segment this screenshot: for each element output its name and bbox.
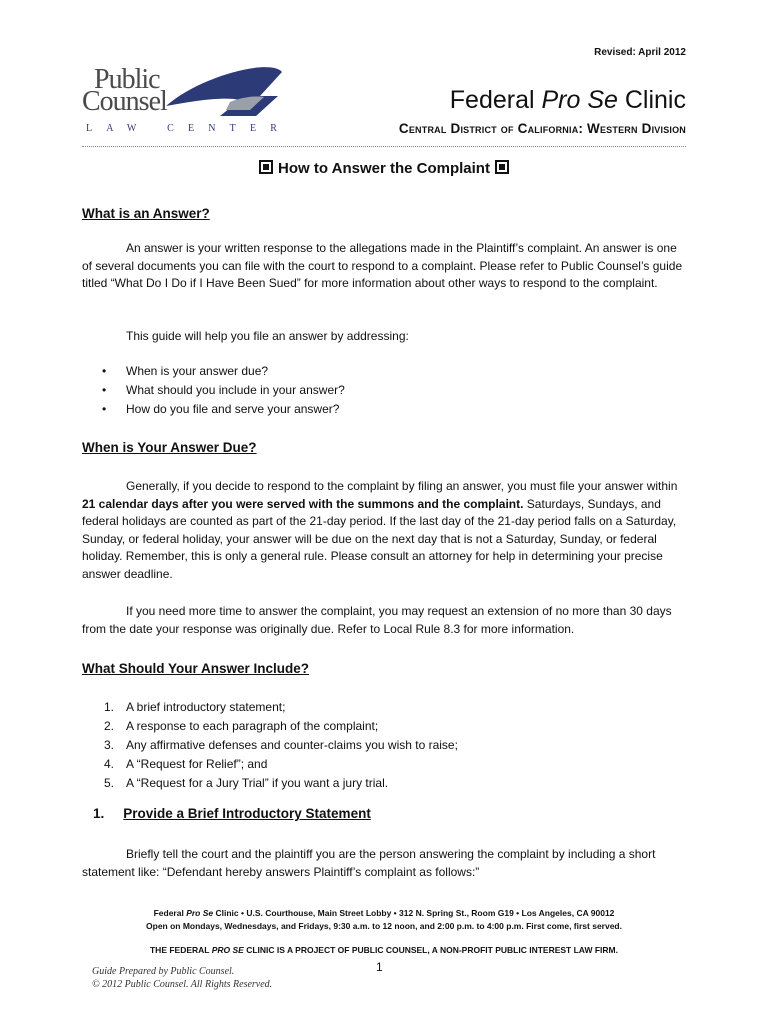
- division-subtitle: Central District of California: Western Division: [398, 121, 686, 136]
- document-title: How to Answer the Complaint: [0, 160, 768, 177]
- list-item: • How do you file and serve your answer?: [82, 400, 688, 419]
- logo-swoosh-icon: [160, 66, 290, 126]
- footer-hours: Open on Mondays, Wednesdays, and Fridays, 9:30 a.m. to 12 noon, and 2:00 p.m. to 4:00 p.m. First come, first served.: [146, 921, 622, 931]
- footer-clinic-address: Federal Pro Se Clinic • U.S. Courthouse, Main Street Lobby • 312 N. Spring St., Room G19 • Los Angeles, CA 90012: [153, 908, 615, 918]
- subsection-heading-intro-statement: 1. Provide a Brief Introductory Statement: [93, 806, 371, 821]
- clinic-title: Federal Pro Se Clinic: [449, 86, 686, 114]
- list-item: • What should you include in your answer?: [82, 381, 688, 400]
- list-item: 1. A brief introductory statement;: [104, 700, 286, 714]
- copyright-line: © 2012 Public Counsel. All Rights Reserved.: [92, 979, 273, 990]
- list-item: 2. A response to each paragraph of the complaint;: [104, 719, 379, 733]
- list-item: • When is your answer due?: [82, 362, 688, 381]
- logo-word-public: Public: [94, 64, 160, 95]
- section-heading-answer-include: What Should Your Answer Include?: [82, 661, 310, 676]
- paragraph-what-is-answer: An answer is your written response to the allegations made in the Plaintiff’s complaint. An answer is one of several documents you can file with the court to respond to a complaint. Please refer to Public Counsel’s guide titled “What Do I Do if I Have Been Sued” for more information about other ways to respond to the complaint.: [82, 241, 683, 291]
- list-item: 3. Any affirmative defenses and counter-claims you wish to raise;: [104, 738, 458, 752]
- page-number: 1: [376, 960, 383, 974]
- revised-date: Revised: April 2012: [594, 47, 686, 58]
- credit-line: Guide Prepared by Public Counsel.: [92, 966, 235, 977]
- paragraph-extension: If you need more time to answer the complaint, you may request an extension of no more than 30 days from the date your response was originally due. Refer to Local Rule 8.3 for more information.: [82, 604, 672, 636]
- footer-project-note: THE FEDERAL PRO SE CLINIC IS A PROJECT OF PUBLIC COUNSEL, A NON-PROFIT PUBLIC INTEREST LAW FIRM.: [149, 945, 618, 955]
- logo-word-counsel: Counsel: [82, 86, 167, 117]
- credit-notice: [92, 965, 272, 991]
- list-item: 4. A “Request for Relief”; and: [104, 757, 268, 771]
- list-item: 5. A “Request for a Jury Trial” if you want a jury trial.: [104, 776, 389, 790]
- public-counsel-logo: [80, 66, 290, 138]
- topics-list: [82, 362, 688, 419]
- answer-contents-list: [82, 698, 688, 793]
- section-heading-what-is-answer: What is an Answer?: [82, 206, 210, 221]
- section-heading-when-due: When is Your Answer Due?: [82, 440, 257, 455]
- paragraph-when-due: Generally, if you decide to respond to the complaint by filing an answer, you must file your answer within 21 calendar days after you were served with the summons and the complaint. Saturdays, Sundays, and federal holidays are counted as part of the 21-day period. If the last day of the 21-day period falls on a Saturday, Sunday, or federal holiday, your answer will be due on the next day that is not a Saturday, Sunday, or federal holiday. Remember, this is only a general rule. Please consult an attorney for help in determining your precise answer deadline.: [82, 479, 678, 581]
- box-bullet-icon: [495, 160, 509, 174]
- header-divider: [82, 146, 686, 147]
- logo-subtitle: LAW CENTER: [86, 123, 292, 134]
- paragraph-intro-statement: Briefly tell the court and the plaintiff you are the person answering the complaint by including a short statement like: “Defendant hereby answers Plaintiff’s complaint as follows:”: [82, 847, 656, 879]
- box-bullet-icon: [259, 160, 273, 174]
- paragraph-guide-intro: This guide will help you file an answer by addressing:: [126, 329, 409, 343]
